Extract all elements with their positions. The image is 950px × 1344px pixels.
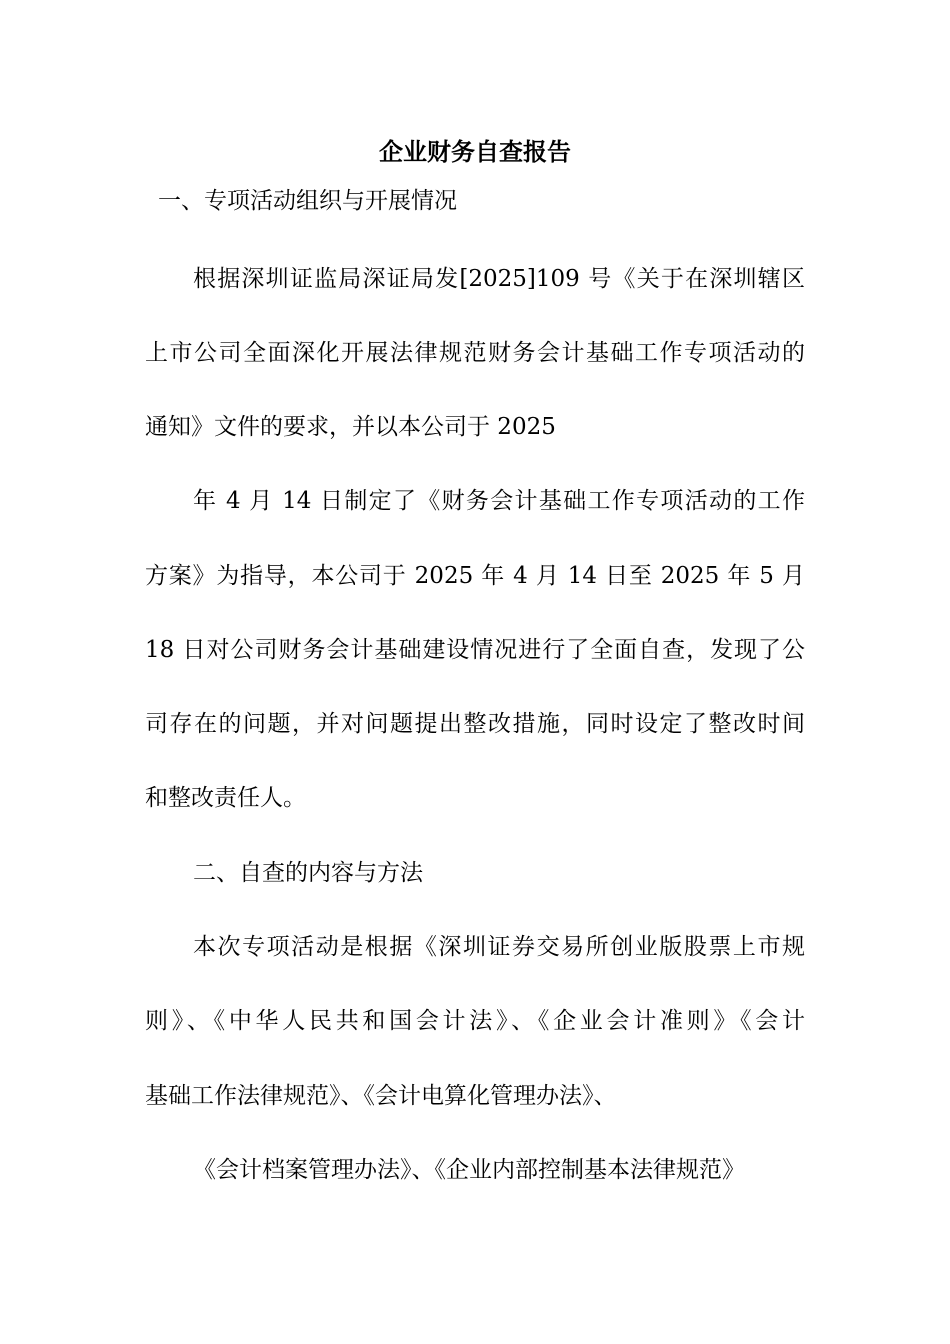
paragraph-line: 基础工作法律规范》、《会计电算化管理办法》、 (145, 1083, 617, 1109)
paragraph-line: 通知》文件的要求，并以本公司于 2025 (145, 414, 556, 440)
paragraph-line: 司存在的问题，并对问题提出整改措施，同时设定了整改时间 (145, 711, 805, 737)
paragraph-line: 本次专项活动是根据《深圳证券交易所创业版股票上市规 (193, 934, 805, 960)
paragraph-line: 则》、《中华人民共和国会计法》、《企业会计准则》《会计 (145, 1008, 805, 1034)
section-heading-2: 二、自查的内容与方法 (193, 860, 423, 886)
paragraph-line: 上市公司全面深化开展法律规范财务会计基础工作专项活动的 (145, 340, 805, 366)
paragraph-line: 18 日对公司财务会计基础建设情况进行了全面自查，发现了公 (145, 637, 805, 663)
paragraph-line: 年 4 月 14 日制定了《财务会计基础工作专项活动的工作 (193, 488, 805, 514)
paragraph-line: 方案》为指导，本公司于 2025 年 4 月 14 日至 2025 年 5 月 (145, 563, 805, 589)
section-heading-1: 一、专项活动组织与开展情况 (158, 188, 457, 214)
document-title: 企业财务自查报告 (379, 137, 571, 166)
paragraph-line: 根据深圳证监局深证局发[2025]109 号《关于在深圳辖区 (193, 266, 805, 292)
paragraph-line: 《会计档案管理办法》、《企业内部控制基本法律规范》 (193, 1157, 745, 1183)
paragraph-line: 和整改责任人。 (145, 785, 306, 811)
